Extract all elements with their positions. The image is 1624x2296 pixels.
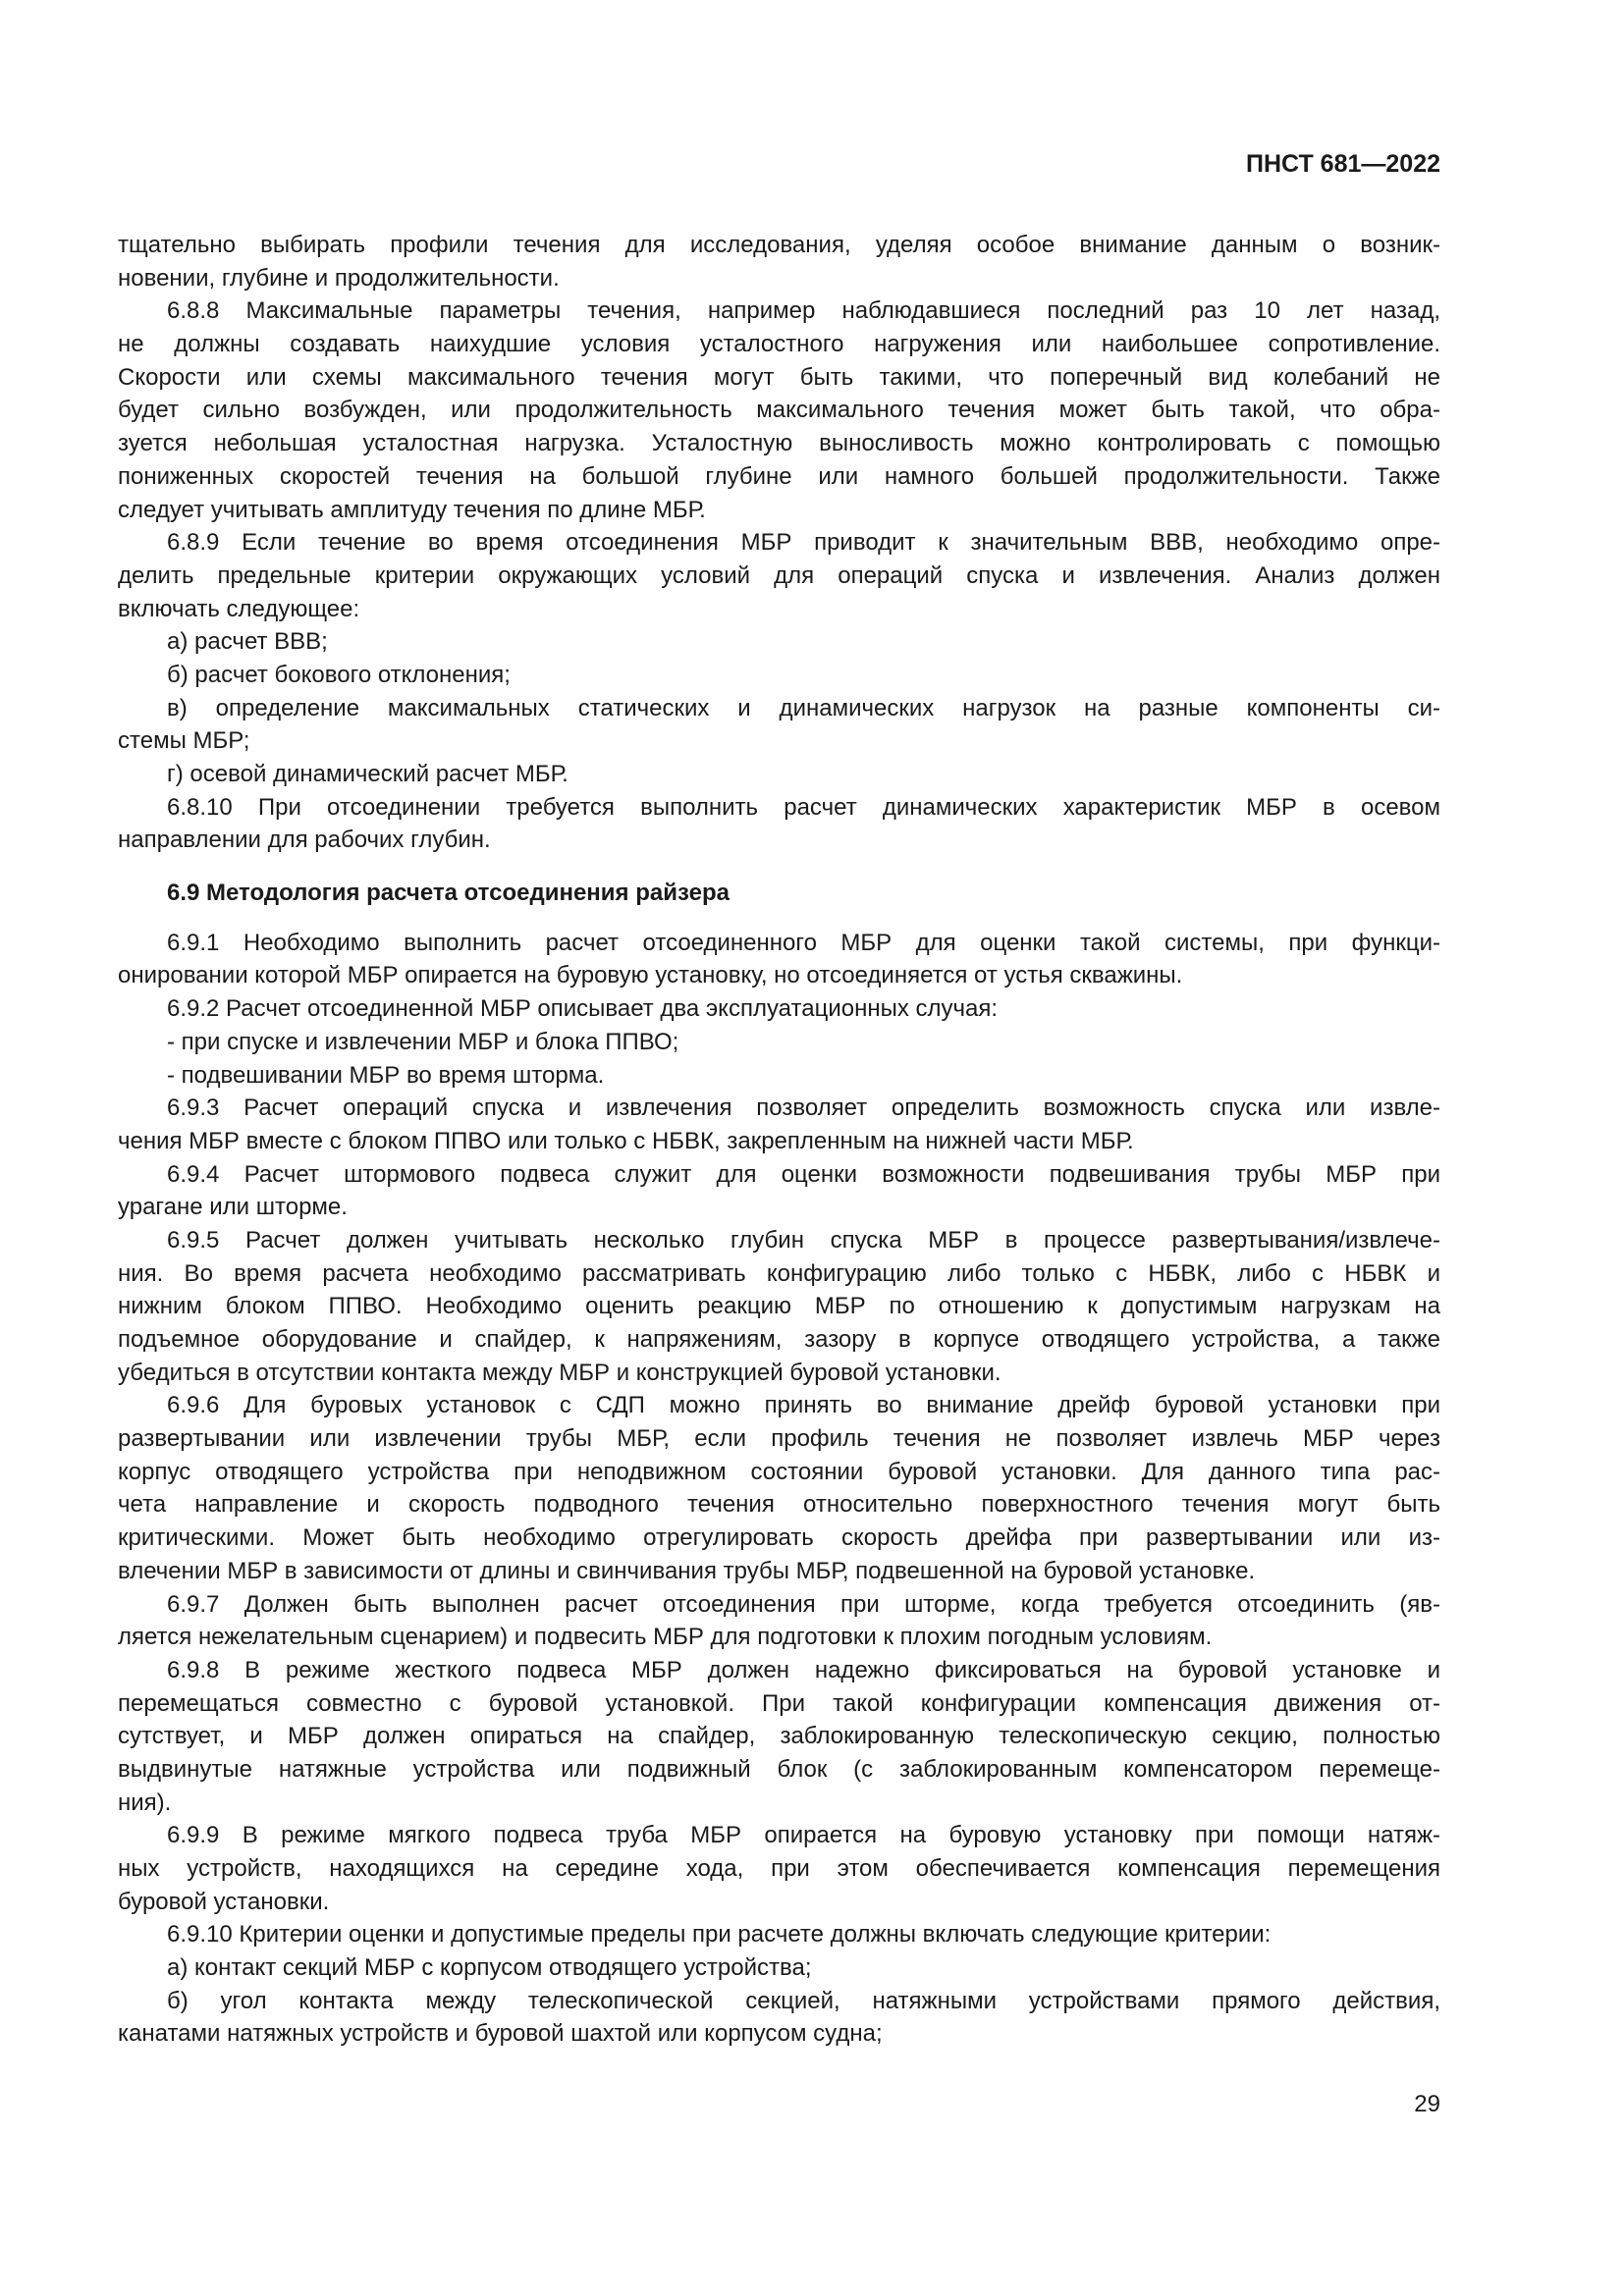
text-line: 6.9.3 Расчет операций спуска и извлечения позволяет определить возможность спуска или извле- bbox=[167, 1095, 1440, 1122]
paragraph bbox=[118, 791, 1440, 857]
text-line: г) осевой динамический расчет МБР. bbox=[167, 761, 568, 787]
text-line: 6.9 Методология расчета отсоединения райзера bbox=[167, 880, 730, 907]
section-heading bbox=[118, 877, 1440, 910]
text-line: 6.9.7 Должен быть выполнен расчет отсоединения при шторме, когда требуется отсоединить (яв- bbox=[167, 1590, 1440, 1618]
text-line: 6.8.8 Максимальные параметры течения, например наблюдавшиеся последний раз 10 лет назад, bbox=[167, 297, 1440, 325]
document-body bbox=[118, 229, 1440, 2051]
text-line: перемещаться совместно с буровой установкой. При такой конфигурации компенсация движения от- bbox=[118, 1689, 1440, 1717]
text-line: 6.9.4 Расчет штормового подвеса служит для оценки возможности подвешивания трубы МБР при bbox=[167, 1160, 1440, 1188]
paragraph bbox=[118, 1654, 1440, 1819]
text-line: а) контакт секций МБР с корпусом отводящего устройства; bbox=[167, 1954, 812, 1982]
text-line: ляется нежелательным сценарием) и подвесить МБР для подготовки к плохим погодным условиям. bbox=[118, 1624, 1213, 1651]
text-line: выдвинутые натяжные устройства или подвижный блок (с заблокированным компенсатором перемеще- bbox=[118, 1755, 1440, 1783]
text-line: ния. Во время расчета необходимо рассматривать конфигурацию либо только с НБВК, либо с НБВК и bbox=[118, 1259, 1440, 1287]
paragraph bbox=[118, 758, 1440, 791]
text-line: тщательно выбирать профили течения для исследования, уделяя особое внимание данным о возник- bbox=[118, 232, 1440, 258]
text-line: б) расчет бокового отклонения; bbox=[167, 661, 511, 688]
text-line: нижним блоком ППВО. Необходимо оценить реакцию МБР по отношению к допустимым нагрузкам на bbox=[118, 1293, 1440, 1320]
paragraph bbox=[118, 1819, 1440, 1918]
text-line: в) определение максимальных статических и динамических нагрузок на разные компоненты си- bbox=[167, 694, 1440, 721]
paragraph bbox=[118, 992, 1440, 1026]
text-line: а) расчет ВВВ; bbox=[167, 628, 328, 656]
paragraph bbox=[118, 692, 1440, 758]
paragraph bbox=[118, 1158, 1440, 1224]
text-line: сутствует, и МБР должен опираться на спайдер, заблокированную телескопическую секцию, полностью bbox=[118, 1723, 1440, 1750]
paragraph bbox=[118, 526, 1440, 625]
text-line: стемы МБР; bbox=[118, 727, 250, 755]
paragraph bbox=[118, 1059, 1440, 1093]
text-line: чета направление и скорость подводного течения относительно поверхностного течения могут быть bbox=[118, 1491, 1440, 1519]
text-line: критическими. Может быть необходимо отрегулировать скорость дрейфа при развертывании или из- bbox=[118, 1524, 1440, 1552]
text-line: 6.9.1 Необходимо выполнить расчет отсоединенного МБР для оценки такой системы, при функци- bbox=[167, 929, 1440, 956]
text-line: 6.8.9 Если течение во время отсоединения МБР приводит к значительным ВВВ, необходимо опре- bbox=[167, 529, 1440, 557]
text-line: чения МБР вместе с блоком ППВО или только с НБВК, закрепленным на нижней части МБР. bbox=[118, 1127, 1134, 1154]
document-id-header: ПНСТ 681—2022 bbox=[1246, 150, 1440, 178]
text-line: буровой установки. bbox=[118, 1888, 330, 1915]
text-line: ния). bbox=[118, 1789, 172, 1816]
text-line: - подвешивании МБР во время шторма. bbox=[167, 1061, 605, 1089]
paragraph bbox=[118, 229, 1440, 294]
text-line: б) угол контакта между телескопической секцией, натяжными устройствами прямого действия, bbox=[167, 1987, 1440, 2014]
text-line: следует учитывать амплитуду течения по длине МБР. bbox=[118, 496, 706, 523]
text-line: направлении для рабочих глубин. bbox=[118, 827, 491, 854]
text-line: урагане или шторме. bbox=[118, 1194, 348, 1221]
text-line: корпус отводящего устройства при неподвижном состоянии буровой установки. Для данного типа рас- bbox=[118, 1458, 1440, 1485]
text-line: 6.8.10 При отсоединении требуется выполнить расчет динамических характеристик МБР в осевом bbox=[167, 793, 1440, 821]
text-line: 6.9.2 Расчет отсоединенной МБР описывает два эксплуатационных случая: bbox=[167, 995, 999, 1023]
paragraph bbox=[118, 1951, 1440, 1985]
text-line: канатами натяжных устройств и буровой шахтой или корпусом судна; bbox=[118, 2020, 883, 2048]
text-line: 6.9.8 В режиме жесткого подвеса МБР должен надежно фиксироваться на буровой установке и bbox=[167, 1656, 1440, 1683]
text-line: подъемное оборудование и спайдер, к напряжениям, зазору в корпусе отводящего устройства, а также bbox=[118, 1326, 1440, 1353]
paragraph bbox=[118, 927, 1440, 992]
paragraph bbox=[118, 1026, 1440, 1059]
text-line: онировании которой МБР опирается на буровую установку, но отсоединяется от устья скважины. bbox=[118, 962, 1183, 989]
paragraph bbox=[118, 625, 1440, 659]
text-line: включать следующее: bbox=[118, 595, 360, 622]
text-line: делить предельные критерии окружающих условий для операций спуска и извлечения. Анализ должен bbox=[118, 561, 1440, 589]
text-line: Скорости или схемы максимального течения могут быть такими, что поперечный вид колебаний не bbox=[118, 363, 1440, 391]
text-line: убедиться в отсутствии контакта между МБР и конструкцией буровой установки. bbox=[118, 1359, 1001, 1386]
paragraph bbox=[118, 1588, 1440, 1654]
text-line: пониженных скоростей течения на большой глубине или намного большей продолжительности. Также bbox=[118, 462, 1440, 490]
text-line: будет сильно возбужден, или продолжительность максимального течения может быть такой, что обра- bbox=[118, 397, 1440, 424]
paragraph bbox=[118, 1918, 1440, 1951]
text-line: развертывании или извлечении трубы МБР, если профиль течения не позволяет извлечь МБР через bbox=[118, 1425, 1440, 1453]
text-line: 6.9.9 В режиме мягкого подвеса труба МБР опирается на буровую установку при помощи натяж- bbox=[167, 1822, 1440, 1849]
paragraph bbox=[118, 1985, 1440, 2051]
paragraph bbox=[118, 1389, 1440, 1587]
text-line: не должны создавать наихудшие условия усталостного нагружения или наибольшее сопротивление. bbox=[118, 331, 1440, 358]
text-line: ных устройств, находящихся на середине хода, при этом обеспечивается компенсация перемещения bbox=[118, 1855, 1440, 1882]
text-line: новении, глубине и продолжительности. bbox=[118, 264, 560, 292]
text-line: зуется небольшая усталостная нагрузка. Усталостную выносливость можно контролировать с помощью bbox=[118, 430, 1440, 457]
text-line: 6.9.6 Для буровых установок с СДП можно принять во внимание дрейф буровой установки при bbox=[167, 1392, 1440, 1419]
paragraph bbox=[118, 294, 1440, 526]
text-line: влечении МБР в зависимости от длины и свинчивания трубы МБР, подвешенной на буровой установке. bbox=[118, 1557, 1256, 1584]
text-line: 6.9.5 Расчет должен учитывать несколько глубин спуска МБР в процессе развертывания/извлече- bbox=[167, 1226, 1440, 1254]
paragraph bbox=[118, 659, 1440, 692]
text-line: - при спуске и извлечении МБР и блока ППВО; bbox=[167, 1028, 679, 1055]
text-line: 6.9.10 Критерии оценки и допустимые пределы при расчете должны включать следующие критерии: bbox=[167, 1921, 1272, 1949]
paragraph bbox=[118, 1224, 1440, 1389]
page-number: 29 bbox=[1414, 2091, 1440, 2117]
paragraph bbox=[118, 1092, 1440, 1157]
